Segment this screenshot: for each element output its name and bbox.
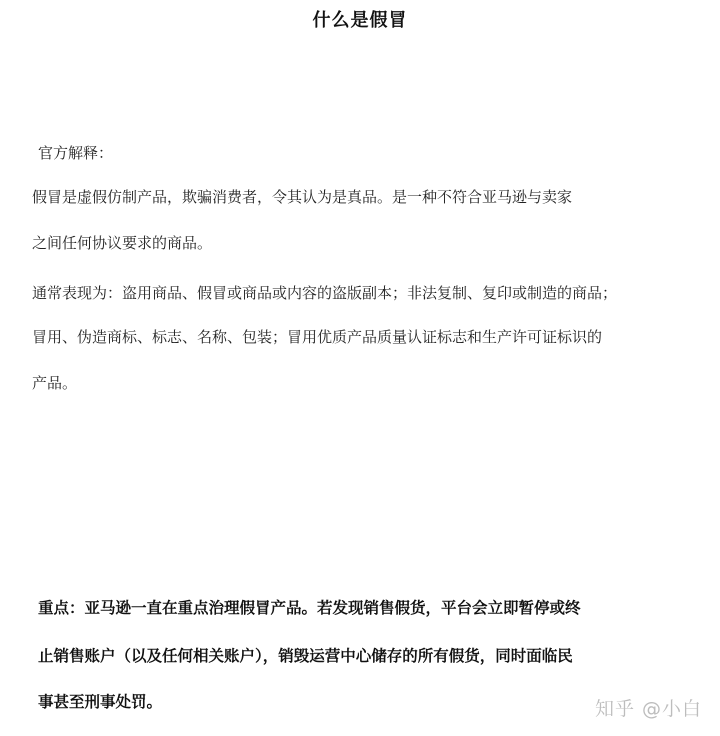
official-line-2: 之间任何协议要求的商品。 xyxy=(32,234,213,252)
page-title: 什么是假冒 xyxy=(312,10,408,31)
key-point-line-3: 事甚至刑事处罚。 xyxy=(38,693,163,711)
official-heading: 官方解释： xyxy=(38,144,114,162)
zhihu-watermark: 知乎 @小白 xyxy=(594,698,702,720)
manifestation-line-1: 通常表现为：盗用商品、假冒或商品或内容的盗版副本；非法复制、复印或制造的商品； xyxy=(32,284,618,302)
key-point-line-2: 止销售账户（以及任何相关账户），销毁运营中心储存的所有假货，同时面临民 xyxy=(38,647,573,665)
key-point-line-1: 重点：亚马逊一直在重点治理假冒产品。若发现销售假货，平台会立即暂停或终 xyxy=(38,599,581,617)
official-line-1: 假冒是虚假仿制产品，欺骗消费者，令其认为是真品。是一种不符合亚马逊与卖家 xyxy=(32,188,573,206)
manifestation-line-2: 冒用、伪造商标、标志、名称、包装；冒用优质产品质量认证标志和生产许可证标识的 xyxy=(32,328,603,346)
manifestation-line-3: 产品。 xyxy=(32,374,78,392)
